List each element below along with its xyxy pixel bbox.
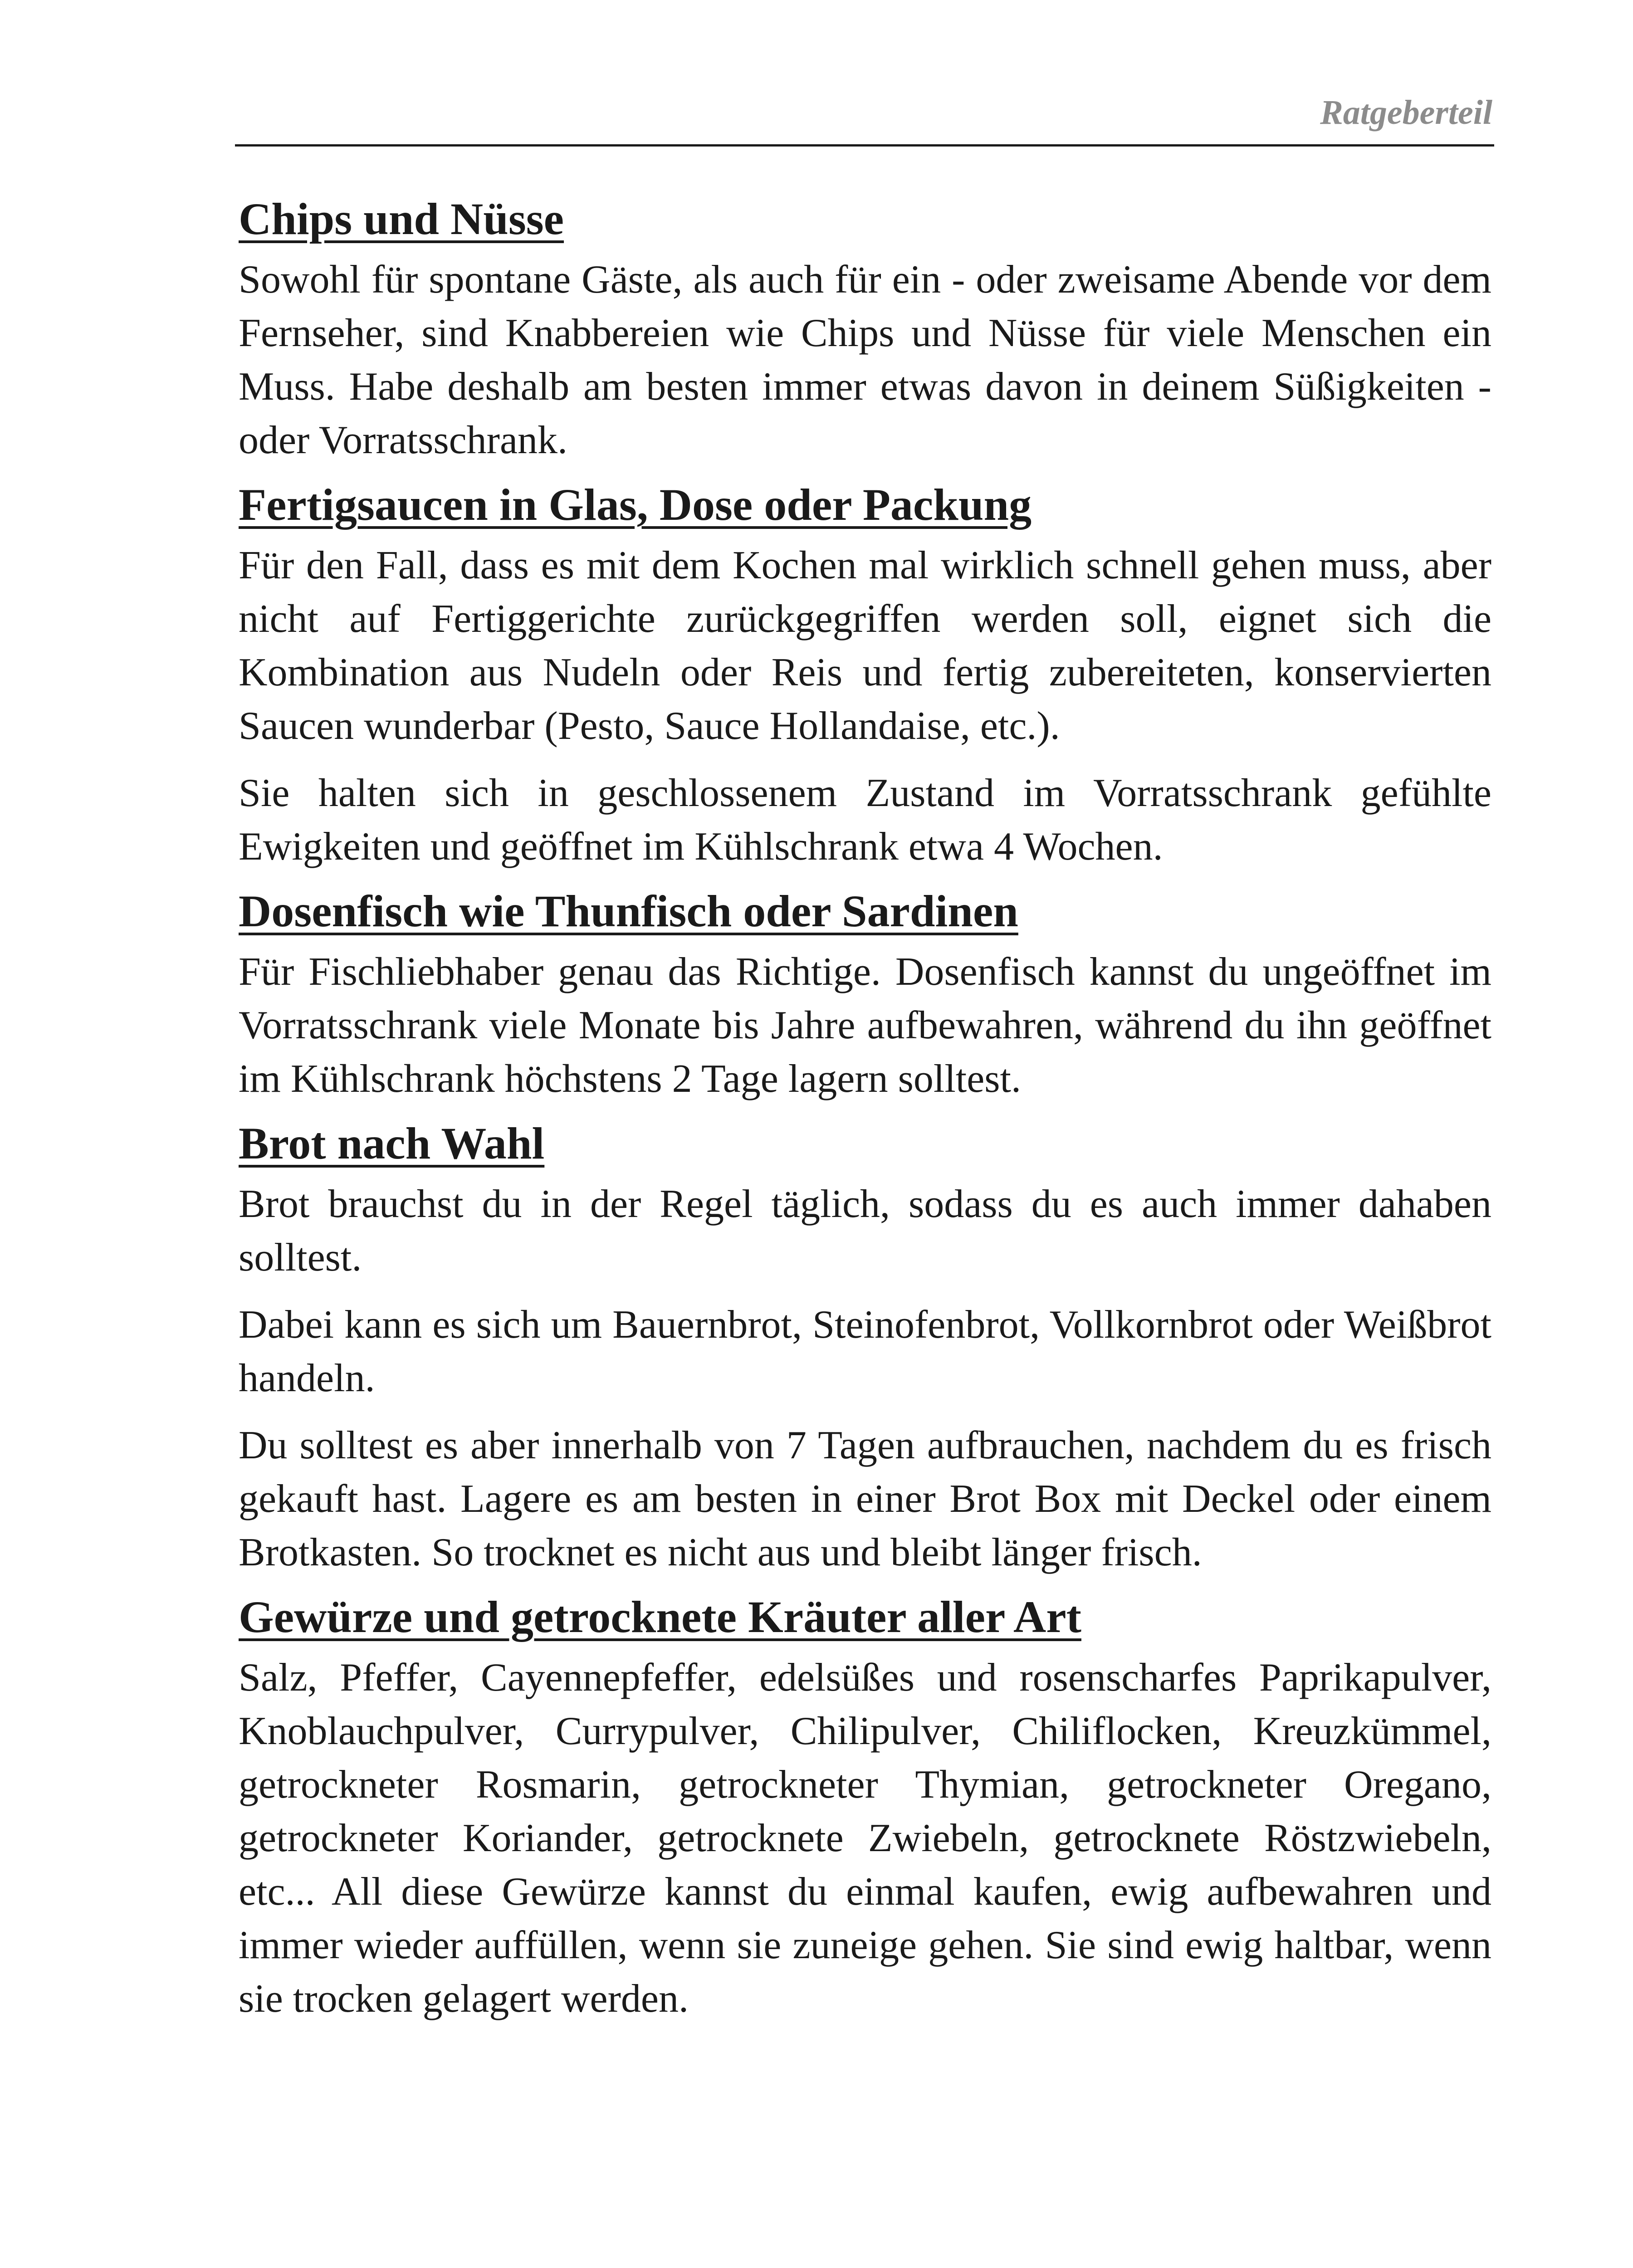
section-chips-und-nuesse bbox=[239, 191, 1491, 467]
section-gewuerze bbox=[239, 1589, 1491, 2026]
paragraph: Du solltest es aber innerhalb von 7 Tagen aufbrauchen, nachdem du es frisch gekauft hast. Lagere es am besten in einer Brot Box mit Deckel oder einem Brotkasten. So trocknet es nicht aus und bleibt länger frisch. bbox=[239, 1423, 1491, 1574]
page-body bbox=[239, 191, 1491, 2035]
paragraph: Sowohl für spontane Gäste, als auch für ein - oder zweisame Abende vor dem Fernseher, sind Knabbereien wie Chips und Nüsse für viele Menschen ein Muss. Habe deshalb am besten immer etwas davon in deinem Süßigkeiten - oder Vorratsschrank. bbox=[239, 258, 1491, 462]
paragraph: Für Fischliebhaber genau das Richtige. Dosenfisch kannst du ungeöffnet im Vorratsschrank viele Monate bis Jahre aufbewahren, während du ihn geöffnet im Kühlschrank höchstens 2 Tage lagern solltest. bbox=[239, 950, 1491, 1101]
running-header-title: Ratgeberteil bbox=[1320, 93, 1492, 132]
paragraph: Sie halten sich in geschlossenem Zustand im Vorratsschrank gefühlte Ewigkeiten und geöffnet im Kühlschrank etwa 4 Wochen. bbox=[239, 771, 1491, 869]
paragraph: Salz, Pfeffer, Cayennepfeffer, edelsüßes und rosenscharfes Paprikapulver, Knoblauchpulver, Currypulver, Chilipulver, Chiliflocken, Kreuzkümmel, getrockneter Rosmarin, getrockneter Thymian, getrockneter Oregano, getrockneter Koriander, getrocknete Zwiebeln, getrocknete Röstzwiebeln, etc... All diese Gewürze kannst du einmal kaufen, ewig aufbewahren und immer wieder auffüllen, wenn sie zuneige gehen. Sie sind ewig haltbar, wenn sie trocken gelagert werden. bbox=[239, 1656, 1491, 2021]
paragraph: Für den Fall, dass es mit dem Kochen mal wirklich schnell gehen muss, aber nicht auf Fertiggerichte zurückgegriffen werden soll, eignet sich die Kombination aus Nudeln oder Reis und fertig zubereiteten, konservierten Saucen wunderbar (Pesto, Sauce Hollandaise, etc.). bbox=[239, 543, 1491, 748]
header-divider bbox=[235, 144, 1494, 147]
paragraph: Brot brauchst du in der Regel täglich, sodass du es auch immer dahaben solltest. bbox=[239, 1182, 1491, 1280]
section-fertigsaucen bbox=[239, 476, 1491, 874]
section-heading: Gewürze und getrocknete Kräuter aller Art bbox=[239, 1592, 1081, 1642]
section-heading: Dosenfisch wie Thunfisch oder Sardinen bbox=[239, 886, 1018, 936]
section-dosenfisch bbox=[239, 883, 1491, 1106]
paragraph: Dabei kann es sich um Bauernbrot, Steinofenbrot, Vollkornbrot oder Weißbrot handeln. bbox=[239, 1303, 1491, 1400]
section-heading: Chips und Nüsse bbox=[239, 194, 564, 244]
section-heading: Brot nach Wahl bbox=[239, 1118, 545, 1168]
section-heading: Fertigsaucen in Glas, Dose oder Packung bbox=[239, 479, 1032, 530]
section-brot-nach-wahl bbox=[239, 1115, 1491, 1579]
